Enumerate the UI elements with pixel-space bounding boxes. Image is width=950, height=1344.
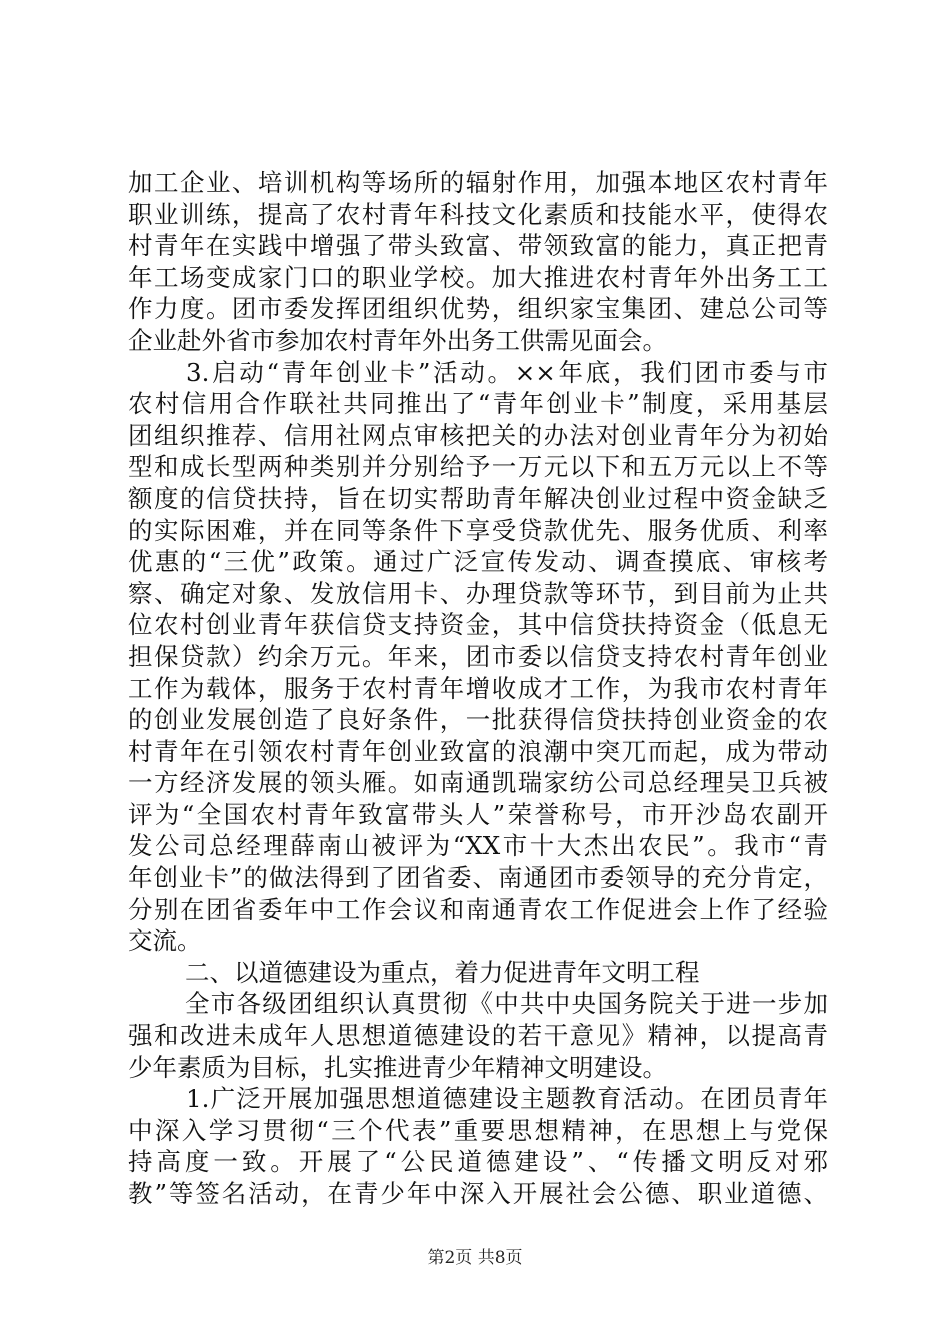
text-line: 交流。 [128, 926, 202, 956]
text-line: 1.广泛开展加强思想道德建设主题教育活动。在团员青年 [186, 1084, 828, 1114]
body-text [128, 167, 828, 1210]
page-number-footer: 第2页 共8页 [427, 1248, 523, 1268]
text-line: 全市各级团组织认真贯彻《中共中央国务院关于进一步加 [185, 989, 828, 1019]
text-line: 察、确定对象、发放信用卡、办理贷款等环节，到目前为止共 [128, 578, 828, 608]
text-line: 一方经济发展的领头雁。如南通凯瑞家纺公司总经理吴卫兵被 [128, 768, 828, 798]
text-line: 位农村创业青年获信贷支持资金，其中信贷扶持资金（低息无 [128, 610, 828, 640]
text-line: 作力度。团市委发挥团组织优势，组织家宝集团、建总公司等 [128, 294, 828, 324]
text-line: 的创业发展创造了良好条件，一批获得信贷扶持创业资金的农 [128, 705, 828, 735]
text-line: 担保贷款）约余万元。年来，团市委以信贷支持农村青年创业 [128, 641, 828, 671]
text-line: 型和成长型两种类别并分别给予一万元以下和五万元以上不等 [128, 452, 828, 482]
text-line: 3.启动“青年创业卡”活动。××年底，我们团市委与市 [186, 357, 828, 387]
text-line: 年工场变成家门口的职业学校。加大推进农村青年外出务工工 [128, 262, 828, 292]
text-line: 年创业卡”的做法得到了团省委、南通团市委领导的充分肯定， [128, 863, 828, 893]
text-line: 强和改进未成年人思想道德建设的若干意见》精神，以提高青 [128, 1021, 828, 1051]
text-line: 持高度一致。开展了“公民道德建设”、“传播文明反对邪 [128, 1147, 828, 1177]
text-line: 额度的信贷扶持，旨在切实帮助青年解决创业过程中资金缺乏 [128, 483, 828, 513]
text-line: 发公司总经理薛南山被评为“XX市十大杰出农民”。我市“青 [128, 831, 828, 861]
text-line: 农村信用合作联社共同推出了“青年创业卡”制度，采用基层 [128, 389, 828, 419]
section-heading: 二、以道德建设为重点，着力促进青年文明工程 [185, 957, 700, 987]
text-line: 村青年在引领农村青年创业致富的浪潮中突兀而起，成为带动 [128, 736, 828, 766]
text-line: 工作为载体，服务于农村青年增收成才工作，为我市农村青年 [128, 673, 828, 703]
text-line: 的实际困难，并在同等条件下享受贷款优先、服务优质、利率 [128, 515, 828, 545]
text-line: 教”等签名活动，在青少年中深入开展社会公德、职业道德、 [128, 1179, 828, 1208]
text-line: 团组织推荐、信用社网点审核把关的办法对创业青年分为初始 [128, 420, 828, 450]
text-line: 优惠的“三优”政策。通过广泛宣传发动、调查摸底、审核考 [128, 547, 828, 577]
text-line: 中深入学习贯彻“三个代表”重要思想精神，在思想上与党保 [128, 1115, 828, 1145]
text-line: 企业赴外省市参加农村青年外出务工供需见面会。 [128, 325, 667, 355]
text-line: 加工企业、培训机构等场所的辐射作用，加强本地区农村青年 [128, 168, 828, 197]
text-line: 评为“全国农村青年致富带头人”荣誉称号，市开沙岛农副开 [128, 799, 828, 829]
text-line: 职业训练，提高了农村青年科技文化素质和技能水平，使得农 [128, 199, 828, 229]
text-line: 村青年在实践中增强了带头致富、带领致富的能力，真正把青 [128, 231, 828, 261]
text-line: 少年素质为目标，扎实推进青少年精神文明建设。 [128, 1052, 667, 1082]
text-line: 分别在团省委年中工作会议和南通青农工作促进会上作了经验 [128, 894, 828, 924]
